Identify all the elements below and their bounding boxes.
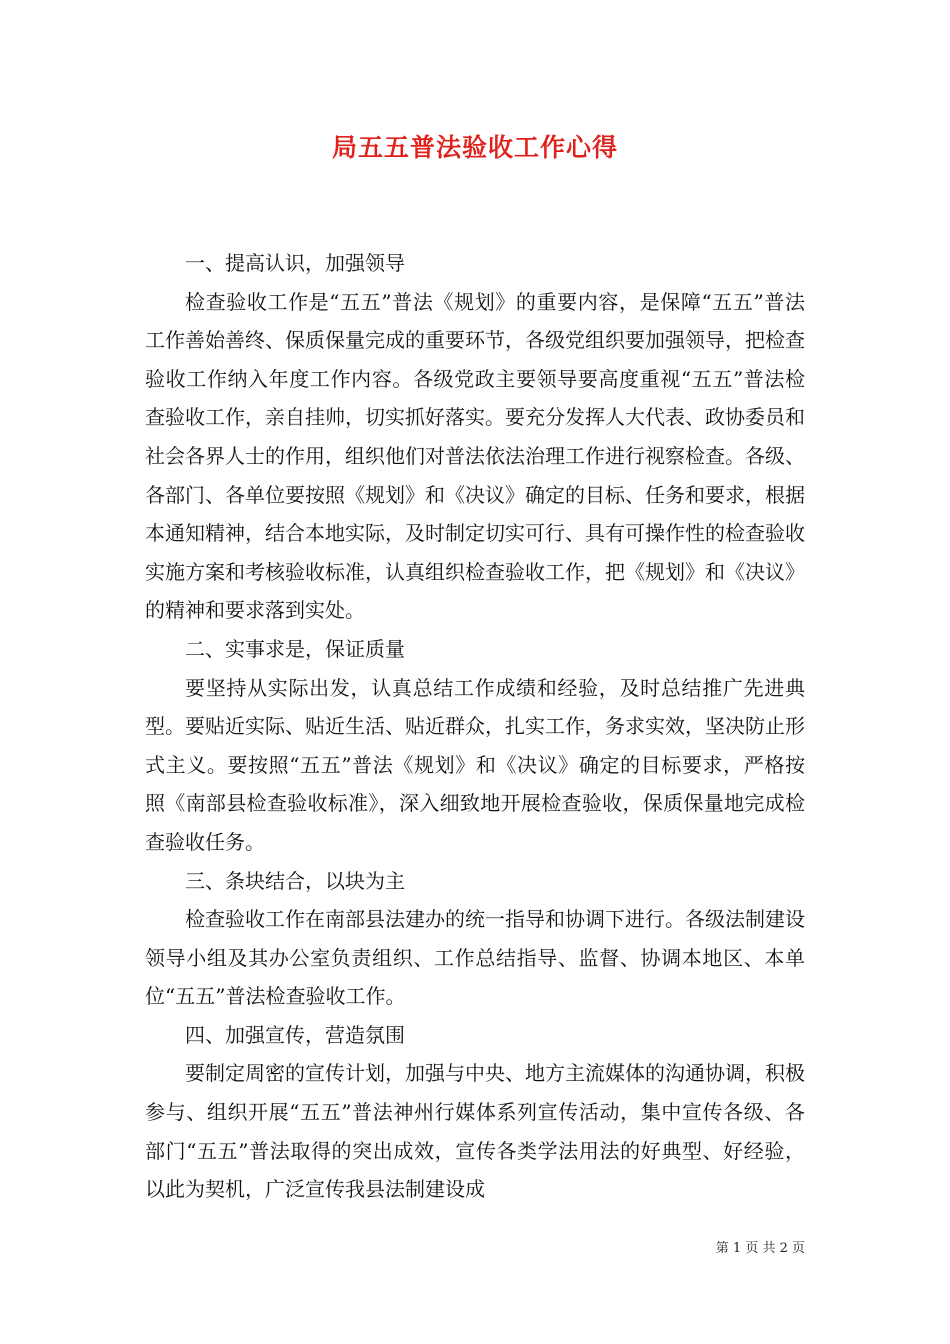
paragraph-4: 要制定周密的宣传计划，加强与中央、地方主流媒体的沟通协调，积极参与、组织开展“五五”普法神州行媒体系列宣传活动，集中宣传各级、各部门“五五”普法取得的突出成效，宣传各类学法用法的好典型、好经验，以此为契机，广泛宣传我县法制建设成 (145, 1061, 805, 1202)
section-heading-3: 三、条块结合，以块为主 (185, 868, 405, 893)
paragraph-1: 检查验收工作是“五五”普法《规划》的重要内容，是保障“五五”普法工作善始善终、保质保量完成的重要环节，各级党组织要加强领导，把检查验收工作纳入年度工作内容。各级党政主要领导要高度重视“五五”普法检查验收工作，亲自挂帅，切实抓好落实。要充分发挥人大代表、政协委员和社会各界人士的作用，组织他们对普法依法治理工作进行视察检查。各级、各部门、各单位要按照《规划》和《决议》确定的目标、任务和要求，根据本通知精神，结合本地实际，及时制定切实可行、具有可操作性的检查验收实施方案和考核验收标准，认真组织检查验收工作，把《规划》和《决议》的精神和要求落到实处。 (145, 289, 805, 623)
section-heading-2: 二、实事求是，保证质量 (185, 636, 405, 661)
document-title: 局五五普法验收工作心得 (331, 133, 618, 162)
paragraph-2: 要坚持从实际出发，认真总结工作成绩和经验，及时总结推广先进典型。要贴近实际、贴近生活、贴近群众，扎实工作，务求实效，坚决防止形式主义。要按照“五五”普法《规划》和《决议》确定的目标要求，严格按照《南部县检查验收标准》，深入细致地开展检查验收，保质保量地完成检查验收任务。 (145, 675, 805, 854)
paragraph-3: 检查验收工作在南部县法建办的统一指导和协调下进行。各级法制建设领导小组及其办公室负责组织、工作总结指导、监督、协调本地区、本单位“五五”普法检查验收工作。 (145, 907, 805, 1009)
page-number-footer: 第 1 页 共 2 页 (715, 1241, 805, 1256)
section-heading-1: 一、提高认识，加强领导 (185, 251, 405, 275)
section-heading-4: 四、加强宣传，营造氛围 (185, 1022, 405, 1047)
document-body (145, 244, 805, 1209)
